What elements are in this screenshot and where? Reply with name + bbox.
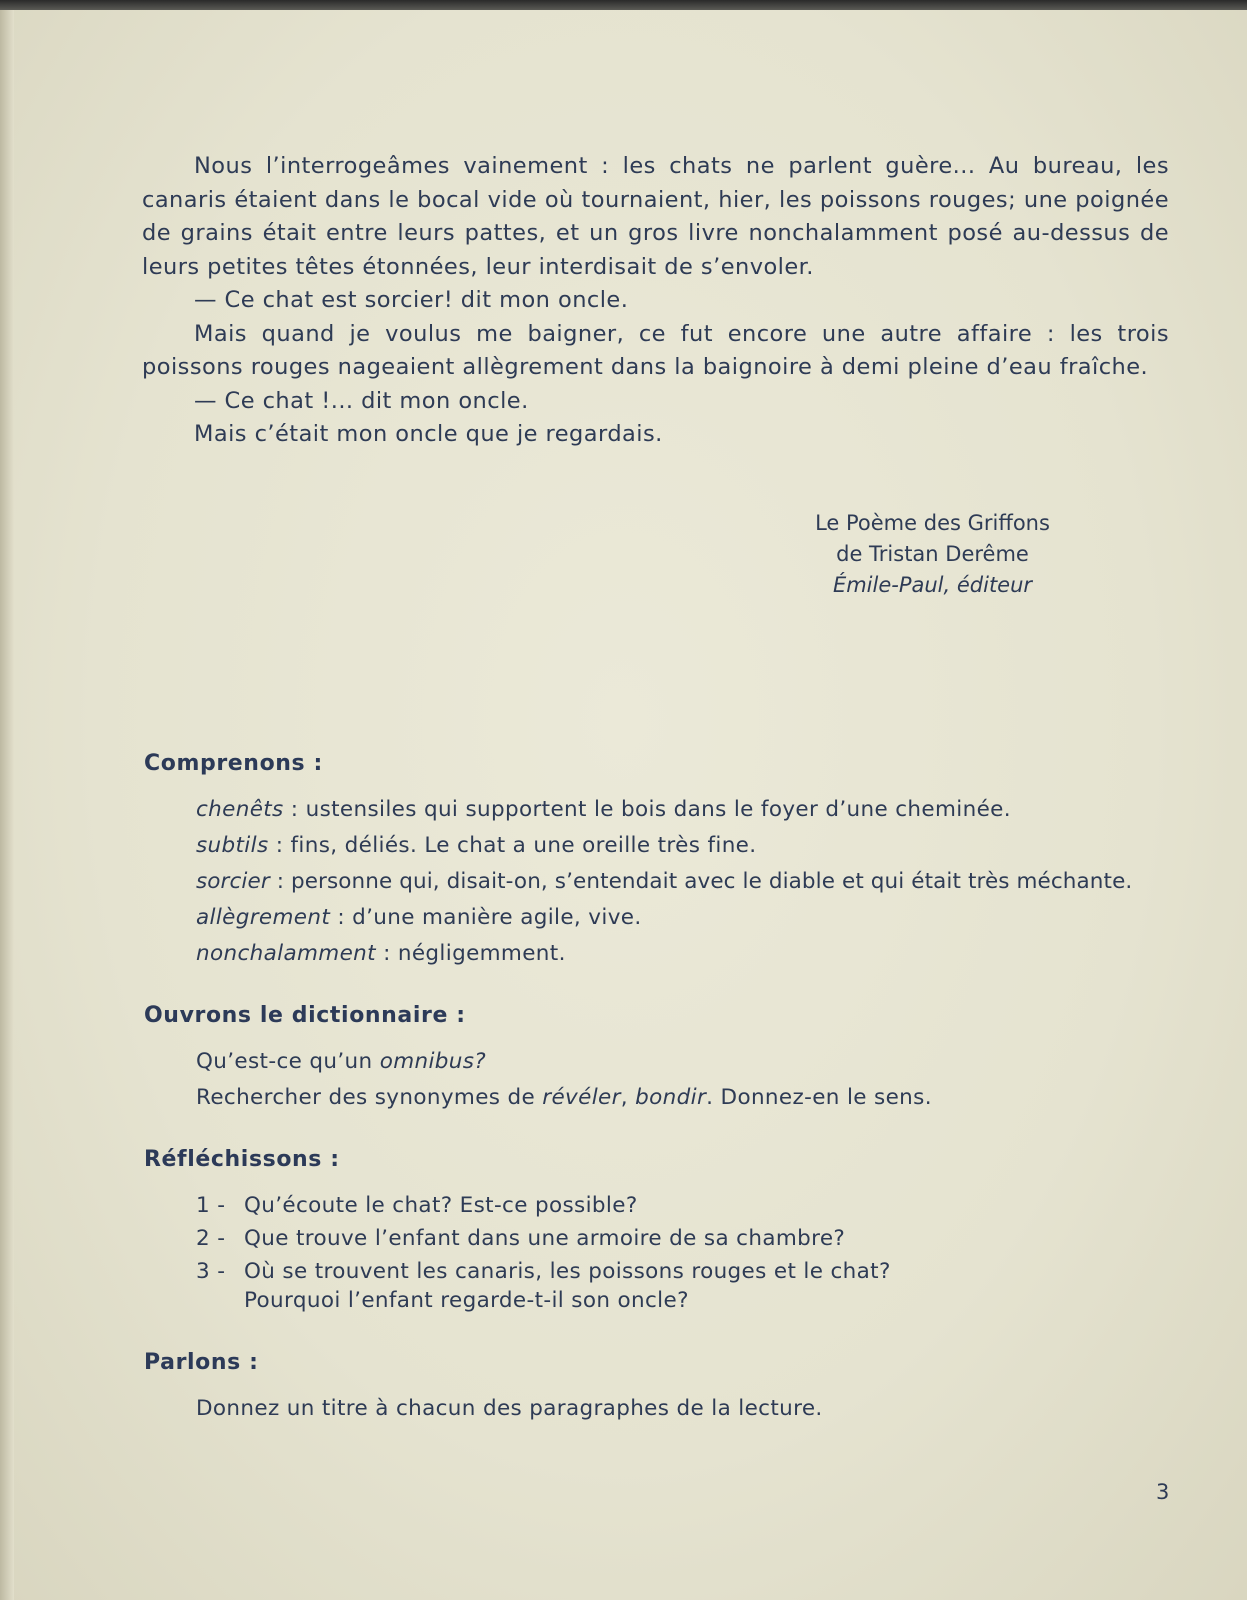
glossary-item	[196, 905, 642, 930]
question-number: 2 -	[196, 1226, 226, 1251]
glossary-term: nonchalamment	[196, 941, 376, 966]
question-item	[196, 1226, 845, 1251]
question-text: Qu’écoute le chat? Est-ce possible?	[244, 1193, 638, 1218]
parlons-instruction: Donnez un titre à chacun des paragraphes de la lecture.	[196, 1396, 823, 1421]
page-number: 3	[1156, 1480, 1170, 1504]
glossary-item	[196, 797, 1011, 822]
glossary-definition: : négligemment.	[375, 941, 566, 966]
question-continuation: Pourquoi l’enfant regarde-t-il son oncle?	[244, 1288, 689, 1313]
publisher-name: Émile-Paul	[832, 573, 944, 597]
credit-publisher	[780, 570, 1085, 601]
comprenons-heading: Comprenons :	[144, 751, 323, 776]
reflechissons-heading: Réfléchissons :	[144, 1147, 340, 1172]
dictionnaire-question-2: Rechercher des synonymes de révéler, bondir. Donnez-en le sens.	[196, 1085, 932, 1110]
reading-paragraph-2: — Ce chat est sorcier! dit mon oncle.	[194, 287, 629, 313]
source-credit	[780, 508, 1085, 601]
publisher-suffix: , éditeur	[943, 573, 1033, 597]
reading-paragraph-3: Mais quand je voulus me baigner, ce fut encore une autre affaire : les trois poissons rouges nageaient allègrement dans la baignoire à demi pleine d’eau fraîche.	[142, 320, 1169, 380]
dictionnaire-term: bondir	[635, 1085, 707, 1110]
glossary-term: sorcier	[196, 869, 270, 894]
reading-text	[142, 150, 1169, 452]
question-text: Que trouve l’enfant dans une armoire de sa chambre?	[244, 1226, 846, 1251]
glossary-item	[196, 833, 756, 858]
credit-title: Le Poème des Griffons	[815, 511, 1050, 535]
glossary-term: allègrement	[196, 905, 331, 930]
question-number: 1 -	[196, 1193, 226, 1218]
page-top-edge	[0, 0, 1247, 10]
question-text: Où se trouvent les canaris, les poissons rouges et le chat?	[244, 1259, 891, 1284]
question-item	[196, 1259, 891, 1284]
reading-paragraph-1: Nous l’interrogeâmes vainement : les chats ne parlent guère... Au bureau, les canaris étaient dans le bocal vide où tournaient, hier, les poissons rouges; une poignée de grains était entre leurs pattes, et un gros livre nonchalamment posé au-dessus de leurs petites têtes étonnées, leur interdisait de s’envoler.	[142, 153, 1169, 280]
dictionnaire-question-1: Qu’est-ce qu’un omnibus?	[196, 1049, 487, 1074]
dictionnaire-heading: Ouvrons le dictionnaire :	[144, 1003, 466, 1028]
reading-paragraph-5: Mais c’était mon oncle que je regardais.	[194, 421, 663, 447]
parlons-heading: Parlons :	[144, 1350, 259, 1375]
glossary-definition: : fins, déliés. Le chat a une oreille très fine.	[268, 833, 757, 858]
credit-author: de Tristan Derême	[836, 542, 1029, 566]
glossary-item	[196, 941, 566, 966]
glossary-definition: : personne qui, disait-on, s’entendait avec le diable et qui était très méchante.	[269, 869, 1133, 894]
dictionnaire-term: omnibus?	[379, 1049, 487, 1074]
reading-paragraph-4: — Ce chat !... dit mon oncle.	[194, 387, 529, 414]
question-number: 3 -	[196, 1259, 226, 1284]
glossary-definition: : d’une manière agile, vive.	[330, 905, 642, 930]
question-item	[196, 1193, 638, 1218]
glossary-item	[196, 869, 1132, 894]
page-binding-edge	[0, 10, 14, 1600]
glossary-term: chenêts	[196, 797, 284, 822]
glossary-definition: : ustensiles qui supportent le bois dans le foyer d’une cheminée.	[283, 797, 1011, 822]
glossary-term: subtils	[196, 833, 269, 858]
dictionnaire-term: révéler	[542, 1085, 621, 1110]
